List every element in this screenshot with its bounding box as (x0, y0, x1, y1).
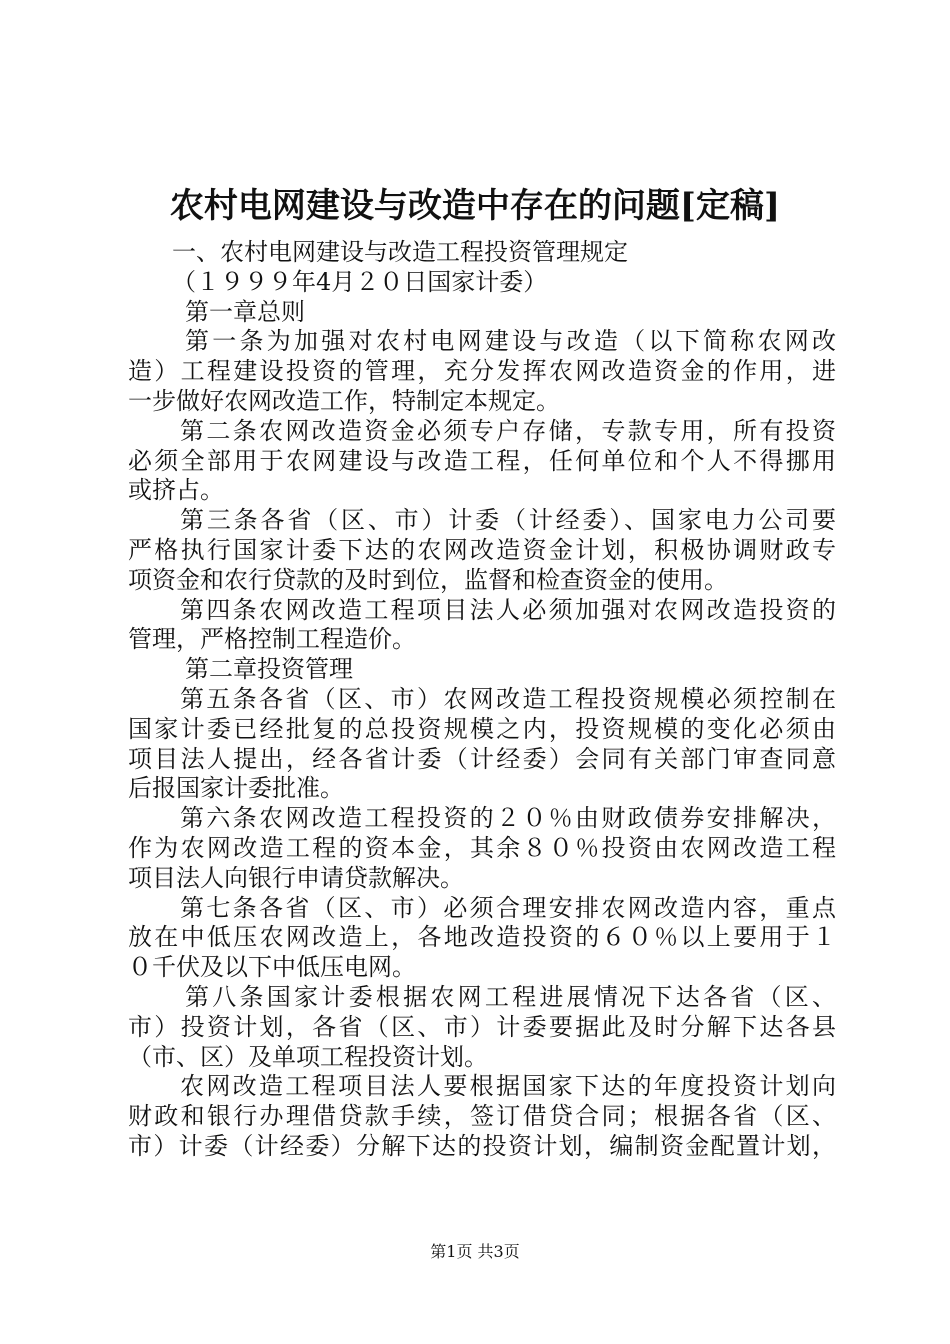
paragraph-line: 第七条各省（区、市）必须合理安排农网改造内容，重点 (180, 893, 836, 922)
paragraph-line: 项目法人提出，经各省计委（计经委）会同有关部门审查同意 (128, 744, 836, 773)
paragraph-line: 项资金和农行贷款的及时到位，监督和检查资金的使用。 (128, 565, 728, 594)
section-heading: 一、农村电网建设与改造工程投资管理规定 (172, 238, 628, 266)
page-number-footer: 第1页 共3页 (430, 1242, 520, 1261)
paragraph-line: 第一条为加强对农村电网建设与改造（以下简称农网改 (185, 327, 836, 356)
paragraph-line: 严格执行国家计委下达的农网改造资金计划，积极协调财政专 (128, 535, 836, 564)
paragraph-line: 第五条各省（区、市）农网改造工程投资规模必须控制在 (180, 684, 836, 713)
paragraph-line: 造）工程建设投资的管理，充分发挥农网改造资金的作用，进 (128, 357, 836, 386)
paragraph-line: 农网改造工程项目法人要根据国家下达的年度投资计划向 (180, 1072, 836, 1101)
paragraph-line: （市、区）及单项工程投资计划。 (128, 1042, 488, 1071)
issuer-date-line: （１９９９年4月２０日国家计委） (172, 267, 548, 296)
paragraph-line: 市）计委（计经委）分解下达的投资计划，编制资金配置计划， (128, 1131, 836, 1160)
document-title: 农村电网建设与改造中存在的问题[定稿] (169, 186, 781, 226)
paragraph-line: 作为农网改造工程的资本金，其余８０％投资由农网改造工程 (128, 833, 836, 862)
chapter-heading-1: 第一章总则 (185, 297, 305, 326)
paragraph-line: 必须全部用于农网建设与改造工程，任何单位和个人不得挪用 (128, 446, 836, 475)
paragraph-line: 项目法人向银行申请贷款解决。 (128, 863, 464, 892)
paragraph-line: 管理，严格控制工程造价。 (128, 625, 416, 654)
paragraph-line: 财政和银行办理借贷款手续，签订借贷合同；根据各省（区、 (128, 1102, 836, 1131)
paragraph-line: 后报国家计委批准。 (128, 774, 344, 803)
document-body (128, 238, 836, 1162)
paragraph-line: 一步做好农网改造工作，特制定本规定。 (128, 386, 560, 415)
chapter-heading-2: 第二章投资管理 (185, 655, 353, 684)
paragraph-line: ０千伏及以下中低压电网。 (128, 953, 416, 982)
paragraph-line: 第六条农网改造工程投资的２０％由财政债券安排解决， (180, 804, 836, 833)
paragraph-line: 第八条国家计委根据农网工程进展情况下达各省（区、 (185, 982, 836, 1011)
paragraph-line: 第三条各省（区、市）计委（计经委）、国家电力公司要 (180, 506, 836, 535)
paragraph-line: 第四条农网改造工程项目法人必须加强对农网改造投资的 (180, 595, 836, 624)
paragraph-line: 或挤占。 (128, 476, 224, 505)
paragraph-line: 放在中低压农网改造上，各地改造投资的６０％以上要用于１ (128, 923, 836, 952)
paragraph-line: 市）投资计划，各省（区、市）计委要据此及时分解下达各县 (128, 1012, 836, 1041)
paragraph-line: 国家计委已经批复的总投资规模之内，投资规模的变化必须由 (128, 714, 836, 743)
paragraph-line: 第二条农网改造资金必须专户存储，专款专用，所有投资 (180, 416, 836, 445)
